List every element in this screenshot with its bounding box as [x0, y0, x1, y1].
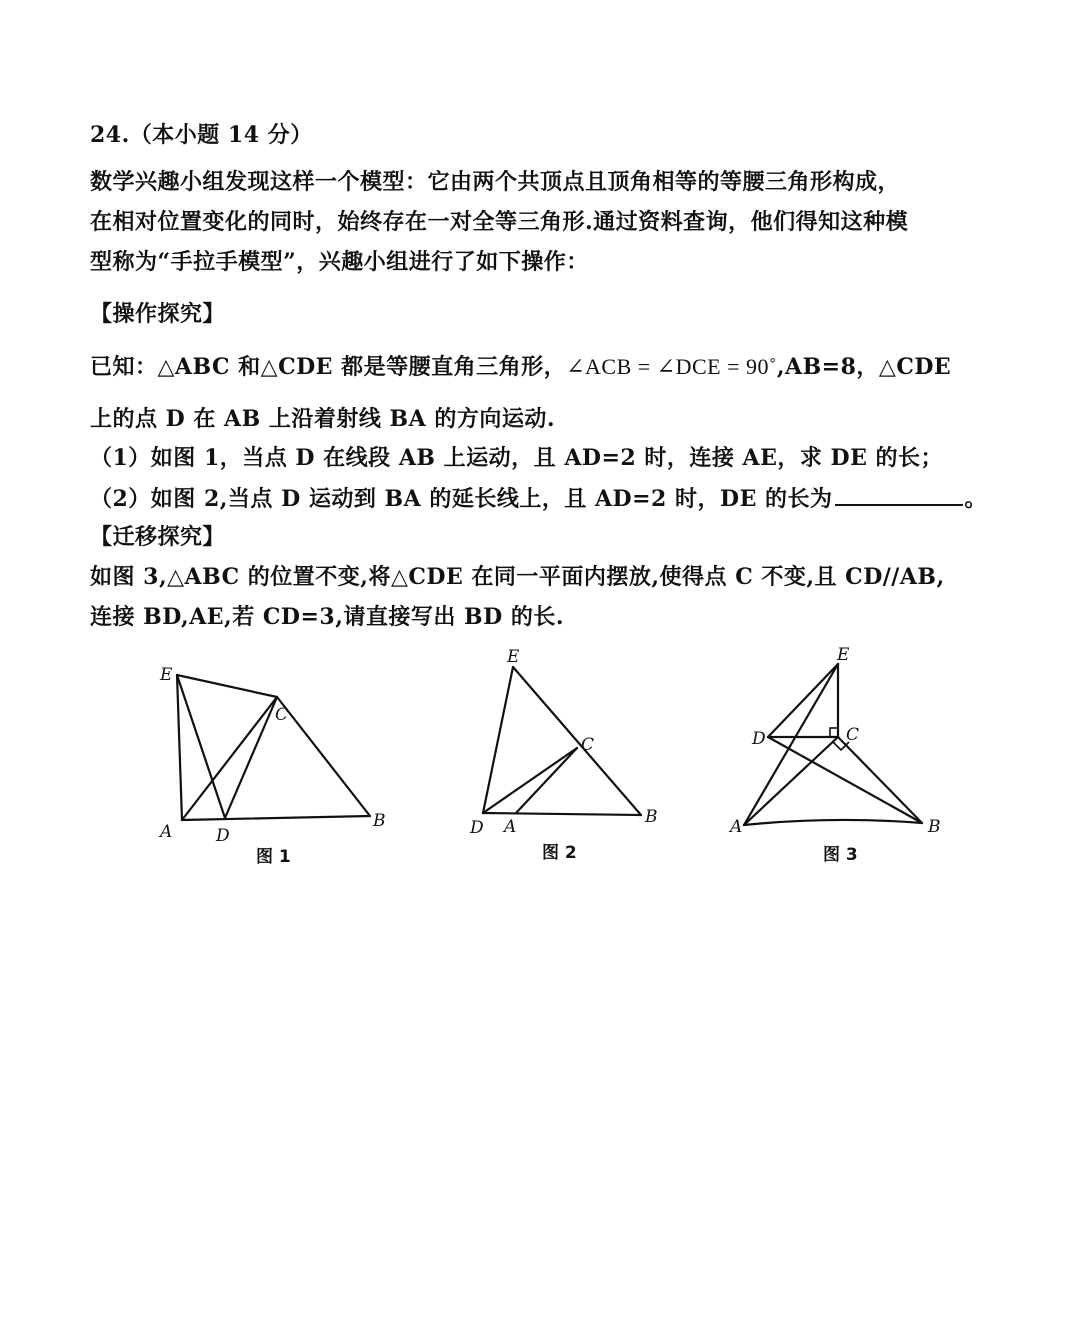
answer-blank	[835, 486, 963, 506]
label-E: E	[507, 647, 520, 667]
label-C: C	[581, 735, 595, 755]
segment-AB	[182, 816, 370, 820]
segment-EA	[177, 675, 182, 820]
label-C: C	[275, 705, 289, 725]
label-A: A	[730, 817, 743, 837]
given-suffix: ,AB=8，△CDE	[776, 354, 952, 380]
given-line	[90, 350, 951, 381]
label-E: E	[837, 645, 850, 665]
intro-line-1: 数学兴趣小组发现这样一个模型：它由两个共顶点且顶角相等的等腰三角形构成，	[90, 169, 901, 195]
label-C: C	[846, 725, 860, 745]
segment-DB	[483, 813, 641, 815]
segment-CA	[182, 697, 277, 820]
intro-line-2: 在相对位置变化的同时，始终存在一对全等三角形.通过资料查询，他们得知这种模	[90, 209, 909, 235]
section-transfer-heading: 【迁移探究】	[90, 524, 226, 550]
label-B: B	[645, 807, 658, 827]
segment-EB	[513, 667, 641, 815]
segment-ED	[483, 667, 513, 813]
segment-CB	[838, 737, 922, 823]
geometry-figures	[140, 640, 970, 880]
label-E: E	[160, 665, 173, 685]
figures-panel	[140, 640, 970, 880]
transfer-line-2: 连接 BD,AE,若 CD=3,请直接写出 BD 的长.	[90, 604, 565, 630]
label-A: A	[160, 822, 173, 842]
label-D: D	[470, 818, 484, 838]
transfer-line-1: 如图 3,△ABC 的位置不变,将△CDE 在同一平面内摆放,使得点 C 不变,且 CD//AB,	[90, 564, 945, 590]
label-B: B	[928, 817, 941, 837]
segment-CD	[225, 697, 277, 818]
angle-condition: ∠ACB = ∠DCE = 90˚	[566, 354, 777, 379]
label-B: B	[373, 811, 386, 831]
figure-3	[728, 645, 941, 865]
question-2	[90, 482, 987, 513]
label-D: D	[216, 826, 230, 846]
problem-header: 24.（本小题 14 分）	[90, 122, 313, 148]
question-1: （1）如图 1，当点 D 在线段 AB 上运动，且 AD=2 时，连接 AE，求 DE 的长；	[90, 445, 944, 471]
segment-CB	[277, 697, 370, 816]
caption-figure-2: 图 2	[542, 843, 577, 863]
given-continuation: 上的点 D 在 AB 上沿着射线 BA 的方向运动.	[90, 406, 556, 432]
segment-AB	[744, 820, 922, 825]
figure-1	[158, 665, 386, 867]
question-2-text: （2）如图 2,当点 D 运动到 BA 的延长线上，且 AD=2 时，DE 的长为	[90, 486, 833, 512]
intro-line-3: 型称为“手拉手模型”，兴趣小组进行了如下操作：	[90, 249, 589, 275]
segment-DC	[483, 748, 577, 813]
caption-figure-1: 图 1	[256, 847, 291, 867]
caption-figure-3: 图 3	[823, 845, 858, 865]
question-2-end: 。	[964, 486, 988, 512]
figure-2	[469, 647, 658, 863]
segment-AC	[516, 748, 577, 813]
right-angle-mark-DCE	[830, 728, 838, 737]
given-prefix: 已知：△ABC 和△CDE 都是等腰直角三角形，	[90, 354, 567, 380]
section-operation-heading: 【操作探究】	[90, 301, 226, 327]
label-D: D	[752, 729, 766, 749]
segment-EC	[177, 675, 277, 697]
label-A: A	[504, 817, 517, 837]
